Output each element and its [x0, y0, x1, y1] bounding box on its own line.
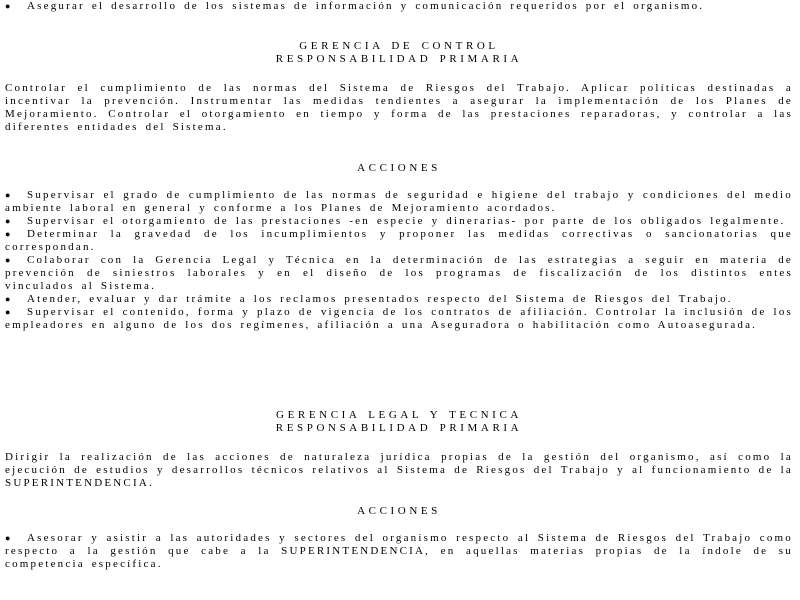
intro-bullet: [5, 0, 793, 13]
bullet-icon: ●: [5, 229, 11, 239]
bullet-icon: ●: [5, 1, 11, 11]
legal-responsibility: [5, 451, 793, 490]
legal-actions-list: [5, 532, 793, 571]
bullet-icon: ●: [5, 190, 11, 200]
section-subtitle: RESPONSABILIDAD PRIMARIA: [275, 422, 523, 434]
section-title: GERENCIA DE CONTROL: [299, 40, 499, 52]
legal-heading: [5, 409, 793, 435]
list-item: [5, 254, 793, 293]
control-actions-list: [5, 189, 793, 332]
bullet-icon: ●: [5, 533, 11, 543]
action-text: Determinar la gravedad de los incumplimientos y proponer las medidas correctivas o sancionatorias que correspondan.: [5, 228, 793, 253]
actions-title: ACCIONES: [357, 162, 441, 174]
bullet-icon: ●: [5, 307, 11, 317]
bullet-icon: ●: [5, 255, 11, 265]
list-item: [5, 0, 793, 13]
action-text: Atender, evaluar y dar trámite a los reclamos presentados respecto del Sistema de Riesgos del Trabajo.: [27, 293, 733, 305]
action-text: Supervisar el contenido, forma y plazo de vigencia de los contratos de afiliación. Controlar la inclusión de los empleadores en alguno de los dos regímenes, afiliación a una Aseguradora o habilitación como Autoasegurada.: [5, 306, 793, 331]
bullet-text: Asegurar el desarrollo de los sistemas de información y comunicación requeridos por el organismo.: [27, 0, 705, 12]
legal-actions-heading: [5, 505, 793, 518]
list-item: [5, 189, 793, 215]
responsibility-paragraph: Dirigir la realización de las acciones de naturaleza jurídica propias de la gestión del organismo, así como la ejecución de estudios y desarrollos técnicos relativos al Sistema de Riesgos del Trabajo y al funcionamiento de la SUPERINTENDENCIA.: [5, 451, 793, 489]
actions-title: ACCIONES: [357, 505, 441, 517]
section-title: GERENCIA LEGAL Y TECNICA: [276, 409, 522, 421]
section-subtitle: RESPONSABILIDAD PRIMARIA: [275, 53, 523, 65]
control-actions-heading: [5, 162, 793, 175]
control-heading: [5, 40, 793, 66]
action-text: Asesorar y asistir a las autoridades y sectores del organismo respecto al Sistema de Riesgos del Trabajo como respecto a la gestión que cabe a la SUPERINTENDENCIA, en aquellas materias propias de la índole de su competencia específica.: [5, 532, 793, 570]
action-text: Supervisar el otorgamiento de las prestaciones -en especie y dinerarias- por parte de los obligados legalmente.: [27, 215, 786, 227]
list-item: [5, 228, 793, 254]
list-item: [5, 293, 793, 306]
list-item: [5, 215, 793, 228]
action-text: Supervisar el grado de cumplimiento de las normas de seguridad e higiene del trabajo y condiciones del medio ambiente laboral en general y conforme a los Planes de Mejoramiento acordados.: [5, 189, 793, 214]
action-text: Colaborar con la Gerencia Legal y Técnica en la determinación de las estrategias a seguir en materia de prevención de siniestros laborales y en el diseño de los programas de fiscalización de los distintos entes vinculados al Sistema.: [5, 254, 793, 292]
list-item: [5, 532, 793, 571]
list-item: [5, 306, 793, 332]
bullet-icon: ●: [5, 294, 11, 304]
control-responsibility: [5, 82, 793, 134]
bullet-icon: ●: [5, 216, 11, 226]
responsibility-paragraph: Controlar el cumplimiento de las normas del Sistema de Riesgos del Trabajo. Aplicar políticas destinadas a incentivar la prevención. Instrumentar las medidas tendientes a asegurar la implementación de los Planes de Mejoramiento. Controlar el otorgamiento en tiempo y forma de las prestaciones reparadoras, y controlar a las diferentes entidades del Sistema.: [5, 82, 793, 133]
